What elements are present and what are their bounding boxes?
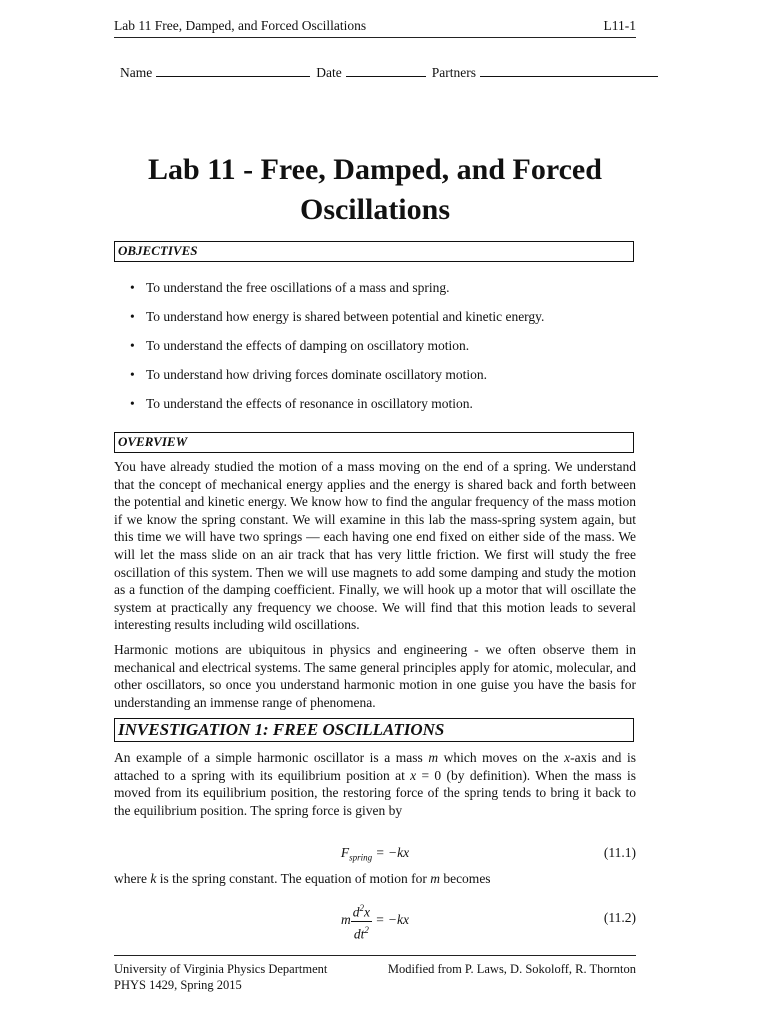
investigation-heading: INVESTIGATION 1: FREE OSCILLATIONS [114,718,634,742]
investigation-intro: An example of a simple harmonic oscillator is a mass m which moves on the x-axis and is attached to a spring with its equilibrium position at x = 0 (by definition). When the mass is moved from its equilibrium position, the restoring force of the spring tends to bring it back to the equilibrium position. The spring force is given by [114,750,636,818]
equation-number: (11.1) [603,845,636,860]
footer-department: University of Virginia Physics Department [114,962,328,976]
list-item: • To understand the effects of damping on oscillatory motion. [130,338,470,353]
running-head [114,18,636,38]
list-item: • To understand how driving forces dominate oscillatory motion. [130,367,487,382]
derivative-fraction: $\frac{d^2x}{dt^2}$ [351,900,372,942]
equation-11-2: m $\frac{d^2x}{dt^2}$ = −kx (11.2) [114,898,636,938]
overview-paragraph-2: Harmonic motions are ubiquitous in physics and engineering - we often observe them in mechanical and electrical systems. The same general principles apply for atomic, molecular, and other oscillators, so once you understand harmonic motion in one guise you have the basis for understanding an immense range of phenomena. [114,642,636,710]
running-head-title: Lab 11 Free, Damped, and Forced Oscillations [114,18,367,33]
equation-number: (11.2) [603,910,636,925]
title-line-1: Lab 11 - Free, Damped, and Forced [148,153,602,186]
footer-course: PHYS 1429, Spring 2015 [114,978,242,992]
where-text: where k is the spring constant. The equation of motion for m becomes [114,871,491,886]
partners-blank [480,62,658,77]
list-item: • To understand the effects of resonance in oscillatory motion. [130,396,473,411]
title-line-2: Oscillations [299,193,450,226]
overview-heading: OVERVIEW [114,432,634,453]
date-blank [346,62,426,77]
footer-credit: Modified from P. Laws, D. Sokoloff, R. Thornton [387,962,636,976]
page-number: L11-1 [603,18,636,33]
bullet-icon: • [130,396,135,411]
bullet-icon: • [130,309,135,324]
bullet-icon: • [130,367,135,382]
overview-paragraph-1: You have already studied the motion of a mass moving on the end of a spring. We understand that the concept of mechanical energy applies and the energy is shared back and forth between the potential and kinetic energy. We know how to find the angular frequency of the mass motion if we know the spring constant. We will examine in this lab the mass-spring system again, but this time we will have two springs — each having one end fixed on either side of the mass. We will let the mass slide on an air track that has very little friction. We first will study the free oscillation of this system. Then we will use magnets to add some damping and study the motion as a function of the damping coefficient. Finally, we will hook up a motor that will oscillate the system at practically any frequency we choose. We will find that this motion leads to several interesting results including wild oscillations. [114,459,636,633]
page-footer [114,961,636,993]
list-item: • To understand the free oscillations of a mass and spring. [130,280,450,295]
footer-rule [114,955,636,956]
list-item: • To understand how energy is shared between potential and kinetic energy. [130,309,545,324]
bullet-icon: • [130,338,135,353]
bullet-icon: • [130,280,135,295]
partners-label: Partners [431,65,476,80]
student-info-line [120,62,680,81]
page-title [114,150,636,230]
date-label: Date [316,65,342,80]
name-blank [156,62,310,77]
name-label: Name [120,65,153,80]
objectives-heading: OBJECTIVES [114,241,634,262]
equation-11-1: $F_{spring} = -kx$ (11.1) [340,845,636,863]
objectives-list [130,280,630,425]
